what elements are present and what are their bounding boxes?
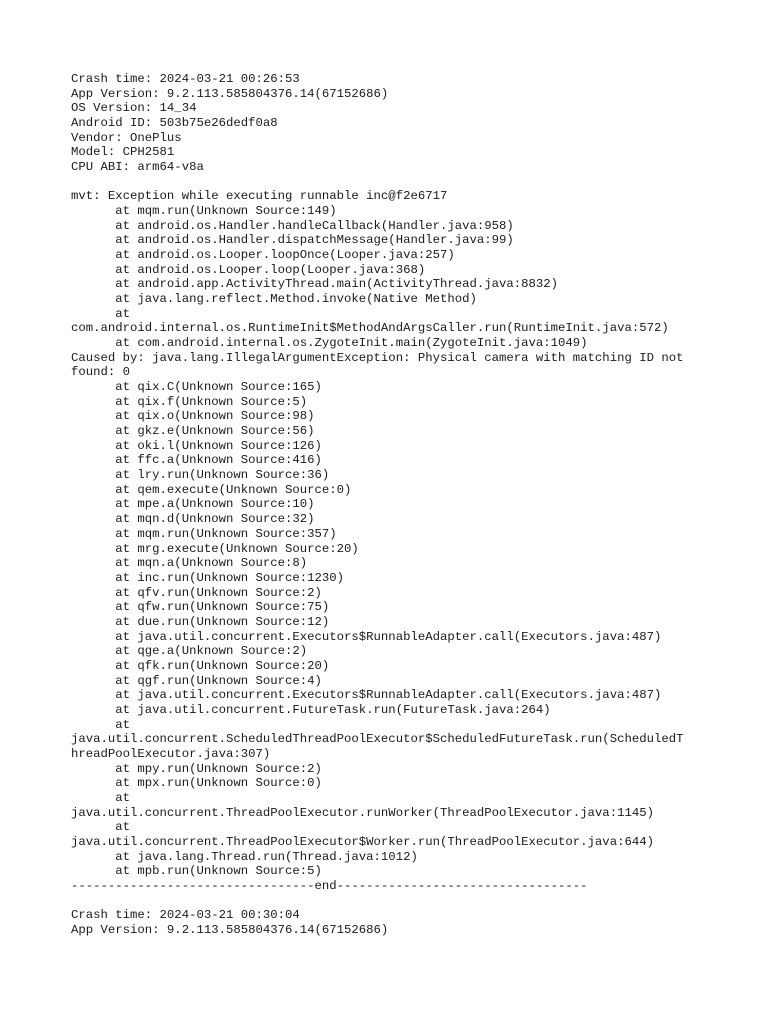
log-line: at mpy.run(Unknown Source:2): [71, 761, 322, 776]
log-line: App Version: 9.2.113.585804376.14(67152686): [71, 86, 389, 101]
log-line: at java.util.concurrent.Executors$RunnableAdapter.call(Executors.java:487): [71, 629, 662, 644]
log-line: java.util.concurrent.ScheduledThreadPoolExecutor$ScheduledFutureTask.run(ScheduledT: [71, 732, 684, 747]
log-line: at mqn.d(Unknown Source:32): [71, 512, 315, 527]
log-line: at qfv.run(Unknown Source:2): [71, 585, 322, 600]
log-line: at qix.C(Unknown Source:165): [71, 380, 322, 395]
log-line: Android ID: 503b75e26dedf0a8: [71, 116, 278, 131]
log-line: at java.util.concurrent.Executors$RunnableAdapter.call(Executors.java:487): [71, 688, 662, 703]
log-line: CPU ABI: arm64-v8a: [71, 160, 204, 175]
log-line: java.util.concurrent.ThreadPoolExecutor$Worker.run(ThreadPoolExecutor.java:644): [71, 834, 654, 849]
log-line: at mrg.execute(Unknown Source:20): [71, 541, 359, 556]
log-line: found: 0: [71, 365, 131, 380]
log-line: at android.os.Handler.handleCallback(Handler.java:958): [71, 218, 514, 233]
log-line: at java.util.concurrent.FutureTask.run(FutureTask.java:264): [71, 702, 551, 717]
log-line: at qem.execute(Unknown Source:0): [71, 482, 352, 497]
log-line: at android.app.ActivityThread.main(ActivityThread.java:8832): [71, 277, 559, 292]
log-line: at qfw.run(Unknown Source:75): [71, 600, 330, 615]
log-line: Vendor: OnePlus: [71, 130, 182, 145]
log-line: at com.android.internal.os.ZygoteInit.main(ZygoteInit.java:1049): [71, 336, 588, 351]
log-line: at android.os.Looper.loopOnce(Looper.java:257): [71, 248, 455, 263]
log-line: at qgf.run(Unknown Source:4): [71, 673, 322, 688]
log-line: at lry.run(Unknown Source:36): [71, 468, 330, 483]
log-line: at android.os.Handler.dispatchMessage(Handler.java:99): [71, 233, 514, 248]
log-line: at gkz.e(Unknown Source:56): [71, 424, 315, 439]
log-line: com.android.internal.os.RuntimeInit$MethodAndArgsCaller.run(RuntimeInit.java:572): [71, 321, 669, 336]
log-line: at mqn.a(Unknown Source:8): [71, 556, 308, 571]
log-line: ---------------------------------end----------------------------------: [71, 878, 588, 893]
log-line: App Version: 9.2.113.585804376.14(67152686): [71, 922, 389, 937]
log-line: at qge.a(Unknown Source:2): [71, 644, 308, 659]
log-line: at mpb.run(Unknown Source:5): [71, 864, 322, 879]
log-line: at qfk.run(Unknown Source:20): [71, 658, 330, 673]
log-line: mvt: Exception while executing runnable inc@f2e6717: [71, 189, 448, 204]
log-line: Crash time: 2024-03-21 00:30:04: [71, 908, 300, 923]
log-line: at qix.f(Unknown Source:5): [71, 394, 308, 409]
log-line: at mqm.run(Unknown Source:357): [71, 526, 337, 541]
log-line: at: [71, 790, 131, 805]
log-line: at oki.l(Unknown Source:126): [71, 438, 322, 453]
log-line: at ffc.a(Unknown Source:416): [71, 453, 322, 468]
log-line: java.util.concurrent.ThreadPoolExecutor.runWorker(ThreadPoolExecutor.java:1145): [71, 805, 654, 820]
log-line: OS Version: 14_34: [71, 101, 197, 116]
log-line: [71, 175, 761, 190]
log-line: at mqm.run(Unknown Source:149): [71, 204, 337, 219]
log-line: at inc.run(Unknown Source:1230): [71, 570, 345, 585]
log-line: at mpe.a(Unknown Source:10): [71, 497, 315, 512]
log-line: at android.os.Looper.loop(Looper.java:368): [71, 262, 426, 277]
log-line: at due.run(Unknown Source:12): [71, 614, 330, 629]
log-line: Caused by: java.lang.IllegalArgumentException: Physical camera with matching ID not: [71, 350, 684, 365]
crash-log-text: [71, 72, 761, 938]
log-line: at java.lang.Thread.run(Thread.java:1012): [71, 849, 418, 864]
log-line: at mpx.run(Unknown Source:0): [71, 776, 322, 791]
log-line: at: [71, 306, 131, 321]
log-line: at java.lang.reflect.Method.invoke(Native Method): [71, 292, 477, 307]
log-line: Crash time: 2024-03-21 00:26:53: [71, 72, 300, 86]
log-line: at: [71, 820, 131, 835]
log-line: [71, 894, 761, 909]
log-line: at: [71, 717, 131, 732]
log-line: Model: CPH2581: [71, 145, 175, 160]
log-line: hreadPoolExecutor.java:307): [71, 746, 271, 761]
log-line: at qix.o(Unknown Source:98): [71, 409, 315, 424]
